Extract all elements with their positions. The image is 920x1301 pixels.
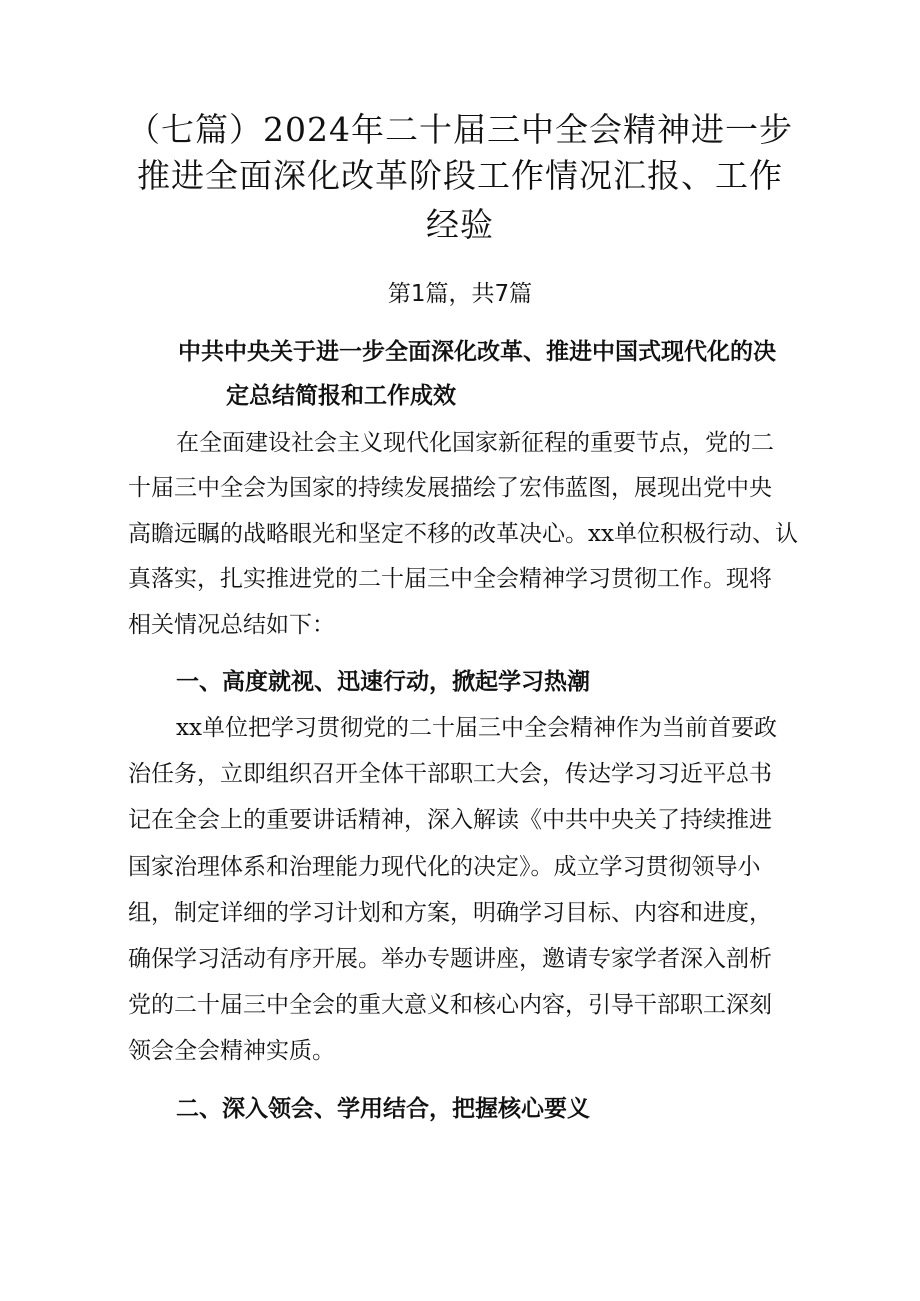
- para-1-line: 国家治理体系和治理能力现代化的决定》。成立学习贯彻领导小: [128, 854, 761, 880]
- para-1-line: 确保学习活动有序开展。举办专题讲座，邀请专家学者深入剖析: [128, 946, 772, 972]
- intro-line: 真落实，扎实推进党的二十届三中全会精神学习贯彻工作。现将: [128, 566, 772, 592]
- para-1-line: xx单位把学习贯彻党的二十届三中全会精神作为当前首要政: [176, 715, 777, 741]
- para-1-line: 党的二十届三中全会的重大意义和核心内容，引导干部职工深刻: [128, 992, 772, 1018]
- section-heading-line-2: 定总结简报和工作成效: [226, 383, 456, 409]
- section-heading-line-1: 中共中央关于进一步全面深化改革、推进中国式现代化的决: [178, 339, 776, 365]
- para-1-line: 组，制定详细的学习计划和方案，明确学习目标、内容和进度，: [128, 900, 772, 926]
- para-1-line: 治任务，立即组织召开全体干部职工大会，传达学习习近平总书: [128, 761, 772, 787]
- document-title-line-2: 推进全面深化改革阶段工作情况汇报、工作: [137, 156, 783, 195]
- para-1-line: 记在全会上的重要讲话精神，深入解读《中共中央关了持续推进: [128, 807, 772, 833]
- intro-line: 高瞻远瞩的战略眼光和坚定不移的改革决心。xx单位积极行动、认: [128, 521, 798, 547]
- document-title-line-3: 经验: [426, 205, 494, 244]
- heading-2: 二、深入领会、学用结合，把握核心要义: [176, 1096, 590, 1122]
- intro-line: 在全面建设社会主义现代化国家新征程的重要节点，党的二: [176, 430, 774, 456]
- document-title-line-1: （七篇）2024年二十届三中全会精神进一步: [127, 110, 793, 149]
- heading-1: 一、高度就视、迅速行动，掀起学习热潮: [176, 669, 590, 695]
- intro-line: 十届三中全会为国家的持续发展描绘了宏伟蓝图，展现出党中央: [128, 475, 772, 501]
- intro-line: 相关情况总结如下：: [128, 612, 335, 638]
- document-subtitle: 第1篇，共7篇: [387, 281, 533, 307]
- para-1-line: 领会全会精神实质。: [128, 1038, 335, 1064]
